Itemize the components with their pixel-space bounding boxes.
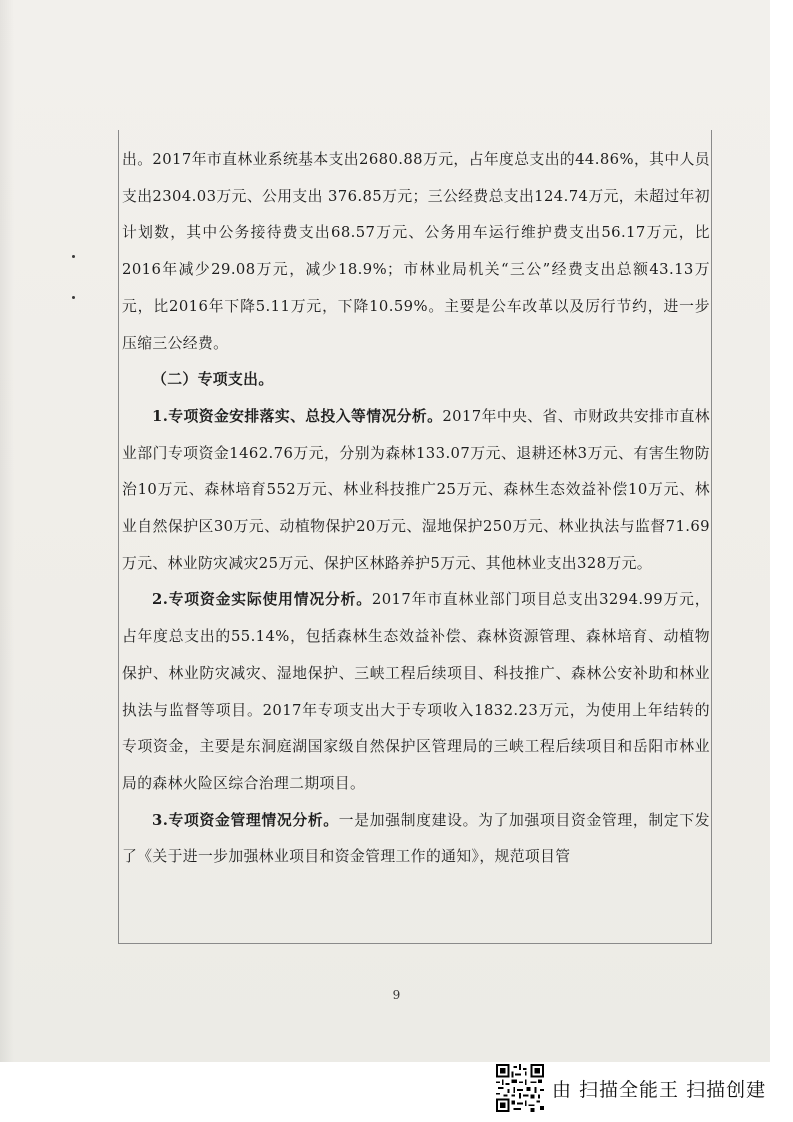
- paragraph-text: 2017年市直林业部门项目总支出3294.99万元，占年度总支出的55.14%，包括森林生态效益补偿、森林资源管理、森林培育、动植物保护、林业防灾减灾、湿地保护、三峡工程后续项目、科技推广、森林公安补助和林业执法与监督等项目。2017年专项支出大于专项收入1832.23万元，为使用上年结转的专项资金，主要是东洞庭湖国家级自然保护区管理局的三峡工程后续项目和岳阳市林业局的森林火险区综合治理二期项目。: [122, 591, 711, 792]
- paragraph-special-funds-usage: [122, 582, 710, 802]
- paragraph-lead: 1.专项资金安排落实、总投入等情况分析。: [152, 407, 443, 425]
- qr-code-icon: [496, 1064, 544, 1112]
- paragraph-text: 一是加强制度建设。为了加强项目资金管理，制定下发了《关于进一步加强林业项目和资金管理工作的通知》，规范项目管: [122, 811, 710, 866]
- page-number: 9: [392, 988, 401, 1002]
- page-edge-shadow: [0, 0, 14, 1062]
- paragraph-lead: 2.专项资金实际使用情况分析。: [152, 591, 372, 609]
- binding-hole-mark: [72, 255, 75, 258]
- paragraph-special-funds-management: [122, 803, 710, 876]
- paragraph-lead: 3.专项资金管理情况分析。: [152, 811, 339, 829]
- scanner-watermark-text: 由 扫描全能王 扫描创建: [552, 1079, 767, 1101]
- section-heading-special-expenditure: （二）专项支出。: [152, 371, 274, 389]
- paragraph-special-funds-arrangement: [122, 399, 710, 583]
- document-body: [122, 142, 710, 876]
- paragraph-basic-expenditure: 出。2017年市直林业系统基本支出2680.88万元，占年度总支出的44.86%，其中人员支出2304.03万元、公用支出 376.85万元；三公经费总支出124.74万元，未超过年初计划数，其中公务接待费支出68.57万元、公务用车运行维护费支出56.17万元，比2016年减少29.08万元，减少18.9%；市林业局机关“三公”经费支出总额43.13万元，比2016年下降5.11万元，下降10.59%。主要是公车改革以及厉行节约，进一步压缩三公经费。: [122, 151, 710, 352]
- paragraph-text: 2017年中央、省、市财政共安排市直林业部门专项资金1462.76万元，分别为森林133.07万元、退耕还林3万元、有害生物防治10万元、森林培育552万元、林业科技推广25万元、森林生态效益补偿10万元、林业自然保护区30万元、动植物保护20万元、湿地保护250万元、林业执法与监督71.69万元、林业防灾减灾25万元、保护区林路养护5万元、其他林业支出328万元。: [122, 407, 710, 572]
- binding-hole-mark: [72, 296, 75, 299]
